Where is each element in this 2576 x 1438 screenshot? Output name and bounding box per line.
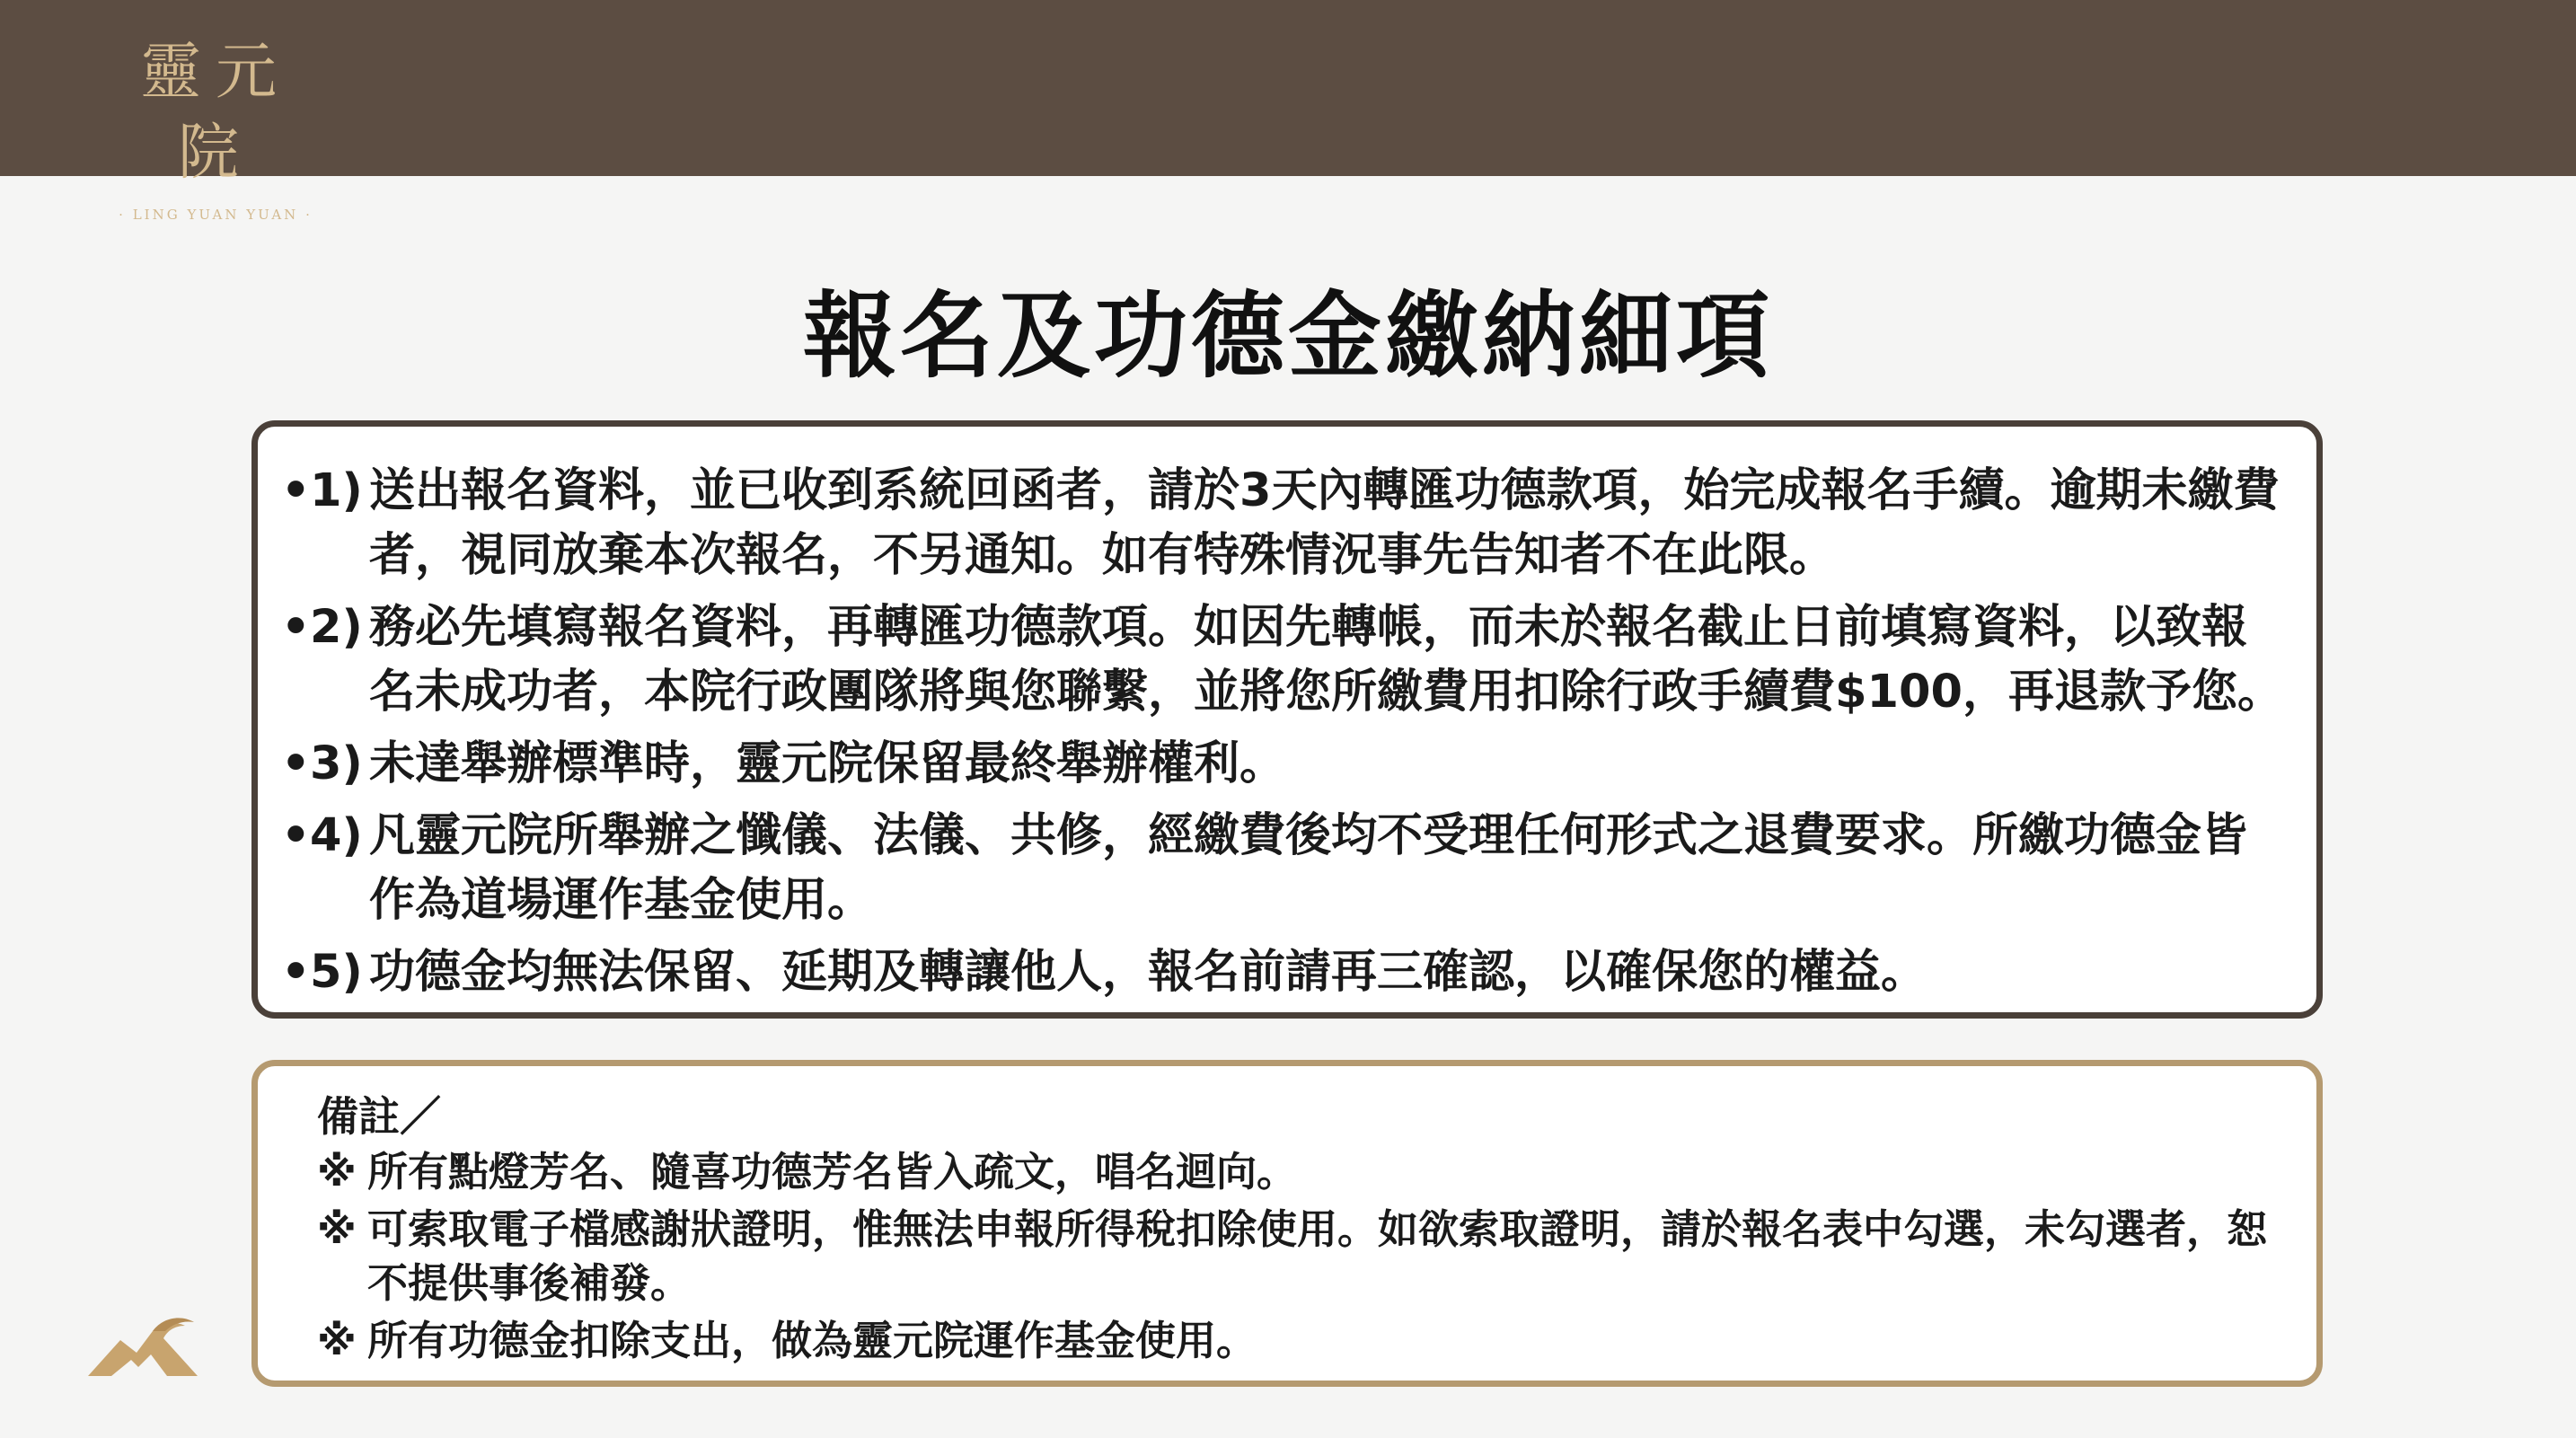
note-text: 所有功德金扣除支出，做為靈元院運作基金使用。 — [367, 1317, 1257, 1364]
note-mark: ※ — [317, 1205, 357, 1253]
rule-number: 1) — [310, 464, 363, 517]
rule-item — [281, 940, 2289, 1005]
rule-number: 2) — [310, 601, 363, 654]
rule-text: 功德金均無法保留、延期及轉讓他人，報名前請再三確認，以確保您的權益。 — [369, 946, 1928, 999]
page-title: 報名及功德金繳納細項 — [802, 280, 1773, 391]
rule-item — [281, 459, 2289, 588]
rule-item — [281, 732, 2289, 797]
rule-item — [281, 804, 2289, 933]
rule-text: 凡靈元院所舉辦之懺儀、法儀、共修，經繳費後均不受理任何形式之退費要求。所繳功德金皆作為道場運作基金使用。 — [369, 809, 2248, 927]
mountain-logo-icon — [84, 1313, 201, 1381]
rule-text: 未達舉辦標準時，靈元院保留最終舉辦權利。 — [369, 737, 1286, 790]
note-item — [317, 1314, 2289, 1368]
rule-number: 4) — [310, 809, 363, 862]
note-mark: ※ — [317, 1317, 357, 1364]
notes-panel — [251, 1060, 2323, 1387]
rule-item — [281, 595, 2289, 725]
rule-text: 務必先填寫報名資料，再轉匯功德款項。如因先轉帳，而未於報名截止日前填寫資料，以致報名未成功者，本院行政團隊將與您聯繫，並將您所繳費用扣除行政手續費$100，再退款予您。 — [369, 601, 2283, 719]
rules-panel — [251, 420, 2323, 1019]
brand-logo-name: 靈元院 — [139, 37, 291, 189]
note-text: 所有點燈芳名、隨喜功德芳名皆入疏文，唱名迴向。 — [367, 1148, 1298, 1195]
bullet: • — [281, 464, 311, 517]
rule-text: 送出報名資料，並已收到系統回函者，請於3天內轉匯功德款項，始完成報名手續。逾期未繳費者，視同放棄本次報名，不另通知。如有特殊情況事先告知者不在此限。 — [369, 464, 2280, 582]
rule-number: 5) — [310, 946, 363, 999]
note-text: 可索取電子檔感謝狀證明，惟無法申報所得稅扣除使用。如欲索取證明，請於報名表中勾選，未勾選者，恕不提供事後補發。 — [367, 1205, 2268, 1307]
header-bar — [0, 0, 2576, 223]
note-item — [317, 1203, 2289, 1310]
note-item — [317, 1145, 2289, 1199]
note-mark: ※ — [317, 1148, 357, 1195]
notes-heading: 備註／ — [317, 1092, 441, 1141]
brand-logo-subtitle: · LING YUAN YUAN · — [119, 207, 313, 223]
bullet: • — [281, 809, 311, 862]
bullet: • — [281, 601, 311, 654]
bullet: • — [281, 737, 311, 790]
rule-number: 3) — [310, 737, 363, 790]
brand-logo[interactable] — [108, 32, 323, 223]
bullet: • — [281, 946, 311, 999]
